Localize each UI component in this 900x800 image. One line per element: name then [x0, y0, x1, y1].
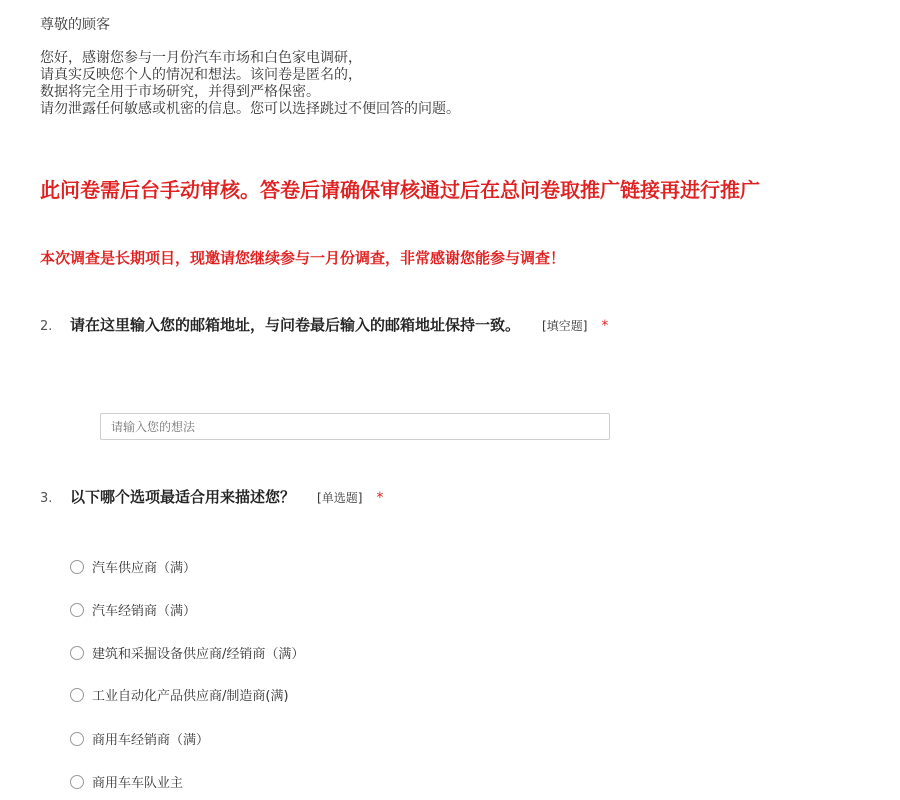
question-title: 请在这里输入您的邮箱地址，与问卷最后输入的邮箱地址保持一致。	[70, 316, 521, 334]
radio-option-fleet-owner[interactable]	[70, 772, 183, 791]
option-label: 汽车经销商（满）	[92, 604, 197, 619]
long-term-notice: 本次调查是长期项目，现邀请您继续参与一月份调查，非常感谢您能参与调查！	[40, 249, 566, 267]
radio-button[interactable]	[70, 646, 84, 660]
intro-line: 请真实反映您个人的情况和想法。该问卷是匿名的，	[40, 67, 362, 83]
question-2-header	[40, 314, 608, 335]
radio-option-auto-supplier[interactable]	[70, 557, 196, 576]
required-mark: *	[601, 318, 609, 334]
radio-button[interactable]	[70, 603, 84, 617]
radio-option-auto-dealer[interactable]	[70, 600, 196, 619]
option-label: 工业自动化产品供应商/制造商(满)	[92, 689, 289, 704]
radio-option-industrial-automation[interactable]	[70, 685, 289, 704]
survey-greeting: 尊敬的顾客	[40, 17, 110, 33]
question-type-tag: [单选题]	[317, 491, 363, 505]
question-number: 2.	[40, 319, 53, 334]
email-input[interactable]	[100, 413, 610, 440]
option-label: 商用车车队业主	[92, 776, 184, 791]
question-number: 3.	[40, 491, 53, 506]
question-3-header	[40, 486, 383, 507]
required-mark: *	[376, 490, 384, 506]
intro-line: 请勿泄露任何敏感或机密的信息。您可以选择跳过不便回答的问题。	[40, 101, 460, 117]
intro-line: 您好，感谢您参与一月份汽车市场和白色家电调研，	[40, 50, 362, 66]
radio-button[interactable]	[70, 688, 84, 702]
option-label: 汽车供应商（满）	[92, 561, 197, 576]
question-type-tag: [填空题]	[542, 319, 588, 333]
question-title: 以下哪个选项最适合用来描述您？	[70, 488, 296, 506]
radio-option-construction-equipment[interactable]	[70, 643, 304, 662]
survey-intro	[40, 50, 460, 118]
option-label: 商用车经销商（满）	[92, 733, 210, 748]
radio-button[interactable]	[70, 560, 84, 574]
radio-option-commercial-vehicle-dealer[interactable]	[70, 729, 209, 748]
radio-button[interactable]	[70, 775, 84, 789]
radio-button[interactable]	[70, 732, 84, 746]
review-notice: 此问卷需后台手动审核。答卷后请确保审核通过后在总问卷取推广链接再进行推广	[40, 178, 760, 202]
intro-line: 数据将完全用于市场研究，并得到严格保密。	[40, 84, 320, 100]
option-label: 建筑和采掘设备供应商/经销商（满）	[92, 647, 305, 662]
